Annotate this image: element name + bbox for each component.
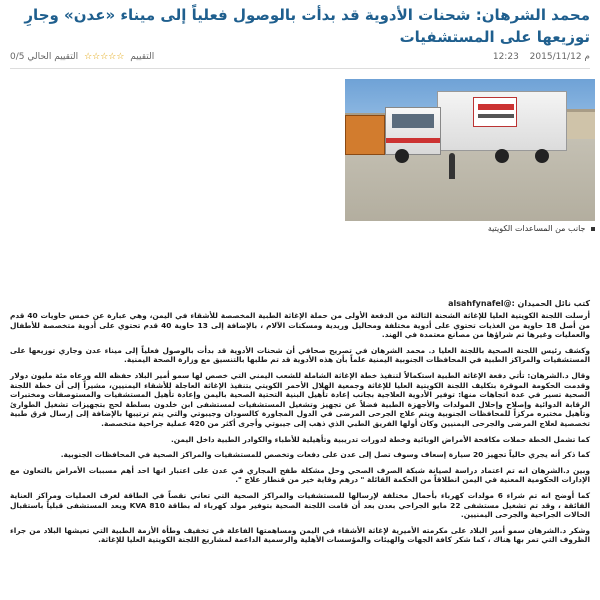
body-paragraph: كما ذكر أنه يجري حالياً تجهيز 20 سيارة إسعاف وسوف تصل إلى عدن على دفعات وتخصص للمستشفيات والمراكز الصحية في المحافظات الجنوبية. bbox=[60, 450, 590, 460]
article-author: كتب نائل الحميدان :@alsahfynafel bbox=[448, 299, 590, 308]
wheel-shape bbox=[495, 149, 509, 163]
publish-time: 12:23 م bbox=[492, 52, 590, 62]
publish-info bbox=[485, 52, 590, 62]
article-headline: محمد الشرهان: شحنات الأدوية قد بدأت بالوصول فعلياً إلى ميناء «عدن» وجارِ توزيعها على المستشفيات bbox=[24, 6, 590, 46]
article-photo bbox=[345, 79, 595, 221]
publish-date: 2015/11/12 bbox=[529, 52, 582, 62]
wheel-shape bbox=[395, 149, 409, 163]
body-paragraph: وقال د.الشرهان: تأتي دفعة الإغاثة الطبية استكمالاً لتنفيذ خطة الإغاثة الشاملة للشعب اليمني التي خصص لها سمو أمير البلاد حفظه الله ورعاه مئة مليون دولار وقدمت الحكومة الموقرة بتكليف اللجنة الكويتية العليا للإغاثة وجمعية الهلال الأحمر الكويتي بتنفيذ الإغاثة العاجلة للأشقاء اليمنيين، مشيراً إلى أن خطة اللجنة الصحية تسير في عدة اتجاهات منها: توفير الأدوية العلاجية بجانب إعادة تأهيل البنية التحتية الصحية باليمن وإعادة تأهيل المستشفيات والمستوصفات ومختبرات الرقابة الدوائية وإصلاح وإحلال المولدات والأجهزة الطبية فضلاً عن تجهيز وتشغيل المستشفيات لمستشفى ابن خلدون بسلطة لحج بتجهيزات تشغيل الطوارئ وتأهيل مختبره مركزاً للمحافظات الجنوبية ويتم علاج الجرحى المرضى في الدول المجاورة كالسودان وجيبوتي والتي يتم ترتيبها بالإضافة إلى إرسال فرق طبية تخصصية لعلاج المرضى والجرحى اليمنيين وكان أولها الفريق الطبي الذي ذهب إلى جيبوتي وأجرى أكثر من 420 عملية جراحية متخصصة. bbox=[10, 370, 590, 428]
body-paragraph: وشكر د.الشرهان سمو أمير البلاد على مكرمته الأميرية لإغاثة الأشقاء في اليمن ومساهمتها الفاعلة في تخفيف وطأة الأزمة الطبية التي تعيشها البلاد من جراء الظروف التي تمر بها هناك ، كما شكر كافة الجهات والهيئات والمؤسسات الأهلية والرسمية الداعمة لمشاريع اللجنة الكويتية العليا للإغاثة. bbox=[10, 525, 590, 545]
person-shape bbox=[449, 153, 455, 179]
rating-label: التقييم bbox=[130, 52, 155, 62]
wheel-shape bbox=[535, 149, 549, 163]
body-paragraph: كما أوضح انه تم شراء 6 مولدات كهرباء بأحمال مختلفة لإرسالها للمستشفيات والمراكز الصحية التي تعاني نقصاً في الطاقة لغرف العمليات ومراكز العناية الفائقة ، وقد تم تشغيل مستشفى 22 مايو الجراحي بعدن بعد أن قامت اللجنة الصحية بتوفير مولد كهرباء له بطاقة KVA 810 ويعد المستشفى قبلياً باستقبال الحالات الجراحية والجرحى اليمنيين. bbox=[10, 490, 591, 520]
photo-caption-text: جانب من المساعدات الكويتية bbox=[487, 224, 586, 233]
article-body bbox=[10, 311, 590, 551]
meta-divider bbox=[10, 68, 590, 69]
star-rating-icon[interactable]: ☆☆☆☆☆ bbox=[84, 52, 125, 62]
photo-caption bbox=[345, 224, 595, 233]
article-meta bbox=[10, 50, 590, 68]
body-paragraph: وكشف رئيس اللجنة الصحية باللجنة العليا د. محمد الشرهان في تصريح صحافي أن شحنات الأدوية قد بدأت بالوصول فعلياً إلى ميناء عدن وجاري توزيعها على المستشفيات والمراكز الطبية في المحافظات الجنوبية اليمنية علماً بأن هذه الأدوية قد تم طلبها بالتنسيق مع وزارة الصحة اليمنية. bbox=[10, 345, 590, 365]
orange-truck-shape bbox=[345, 115, 385, 155]
body-paragraph: وبين د.الشرهان انه تم اعتماد دراسة لصيانة شبكة الصرف الصحي وحل مشكلة طفح المجاري في عدن على اعتبار انها احد أهم مسببات الأمراض بالتعاون مع الإدارات الحكومية المعنية في اليمن انطلاقاً من الحكمة القائلة " درهم وقاية خير من قنطار علاج ". bbox=[10, 465, 590, 485]
current-rating: التقييم الحالي 0/5 bbox=[10, 52, 79, 62]
caption-bullet-icon bbox=[591, 227, 595, 231]
body-paragraph: كما تشمل الخطة حملات مكافحة الأمراض الوبائية وخطة لدورات تدريبية وتأهيلية للأطباء والكوادر الطبية داخل اليمن. bbox=[170, 434, 590, 444]
truck-cab-shape bbox=[385, 107, 441, 155]
body-paragraph: أرسلت اللجنة الكويتية العليا للإغاثة الشحنة الثالثة من الدفعة الأولى من حملة الإغاثة الطبية المخصصة للأشقاء في اليمن، وهي عبارة عن خمس حاويات 40 قدم من أصل 18 حاوية من الغذيات تحتوي على أدوية مختلفة ومحاليل وريدية ومسكنات الآلام ، بالإضافة إلى 13 حاوية 40 قدم تحتوي على أدوية متخصصة للأطفال والعمليات وغيرها تم شراؤها من مصانع معتمدة في الهند. bbox=[10, 311, 590, 340]
relief-logo-icon bbox=[473, 97, 517, 127]
rating-bar bbox=[10, 52, 154, 62]
